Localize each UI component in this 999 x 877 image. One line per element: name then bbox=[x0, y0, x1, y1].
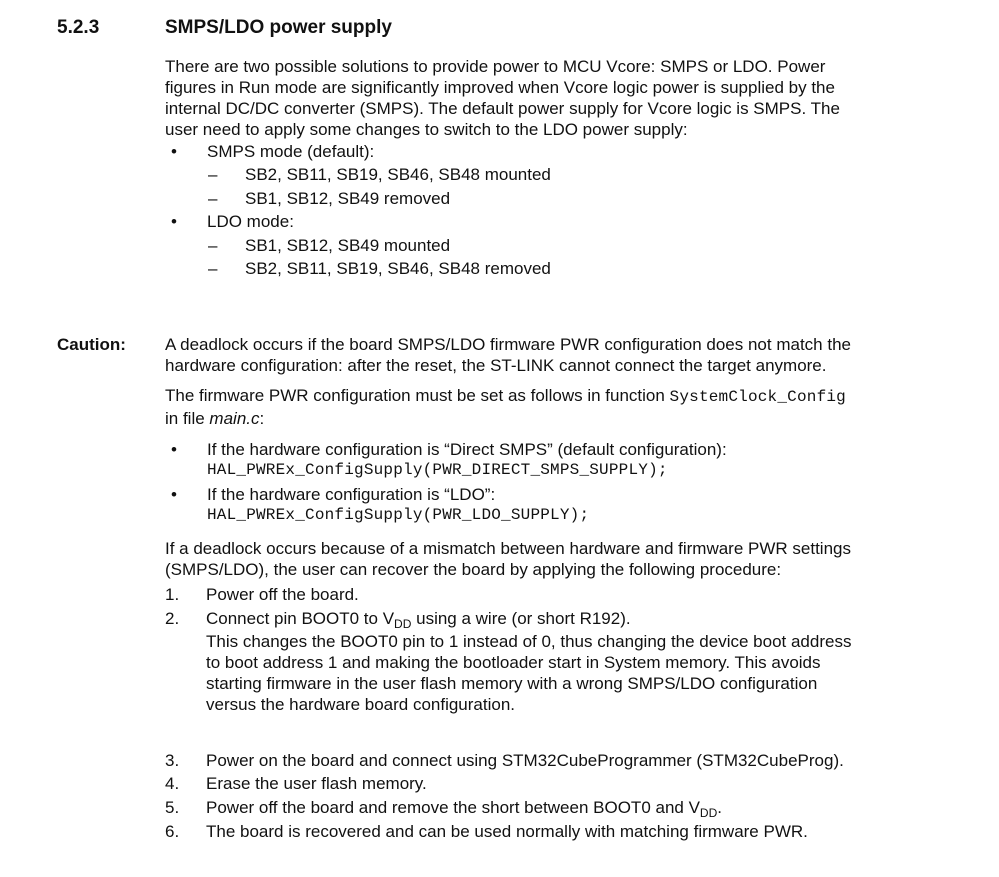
dash-icon: – bbox=[208, 236, 218, 255]
dash-icon: – bbox=[208, 165, 218, 184]
caution-line: hardware configuration: after the reset, the ST-LINK cannot connect the target anymore. bbox=[165, 356, 827, 375]
step-2 bbox=[206, 608, 966, 715]
step-text: Power off the board. bbox=[206, 585, 359, 604]
firmware-text: The firmware PWR configuration must be set as follows in function bbox=[165, 386, 670, 405]
section-title: SMPS/LDO power supply bbox=[165, 17, 392, 38]
intro-line: There are two possible solutions to provide power to MCU Vcore: SMPS or LDO. Power bbox=[165, 57, 826, 76]
firmware-line bbox=[165, 385, 965, 408]
step-text: The board is recovered and can be used normally with matching firmware PWR. bbox=[206, 822, 808, 841]
step-text: Power on the board and connect using STM32CubeProgrammer (STM32CubeProg). bbox=[206, 751, 844, 770]
mode-label-smps: SMPS mode (default): bbox=[207, 142, 375, 161]
config-code: HAL_PWREx_ConfigSupply(PWR_LDO_SUPPLY); bbox=[207, 506, 590, 524]
intro-line: internal DC/DC converter (SMPS). The default power supply for Vcore logic is SMPS. The bbox=[165, 99, 840, 118]
config-text: If the hardware configuration is “Direct SMPS” (default configuration): bbox=[207, 440, 727, 459]
caution-line: A deadlock occurs if the board SMPS/LDO firmware PWR configuration does not match the bbox=[165, 335, 851, 354]
intro-line: user need to apply some changes to switch to the LDO power supply: bbox=[165, 120, 688, 139]
step-number: 1. bbox=[165, 585, 180, 604]
firmware-paragraph bbox=[165, 385, 965, 429]
step-text: Erase the user flash memory. bbox=[206, 774, 427, 793]
mode-item: SB1, SB12, SB49 removed bbox=[245, 189, 451, 208]
step-extra-line: to boot address 1 and making the bootloader start in System memory. This avoids bbox=[206, 653, 821, 672]
recovery-line: (SMPS/LDO), the user can recover the board by applying the following procedure: bbox=[165, 560, 782, 579]
mode-item: SB2, SB11, SB19, SB46, SB48 removed bbox=[245, 259, 551, 278]
recovery-paragraph bbox=[165, 538, 965, 580]
caution-label: Caution: bbox=[57, 335, 126, 354]
intro-line: figures in Run mode are significantly improved when Vcore logic power is supplied by the bbox=[165, 78, 835, 97]
step-text: Connect pin BOOT0 to $V_{DD}$ using a wire (or short R192). bbox=[206, 609, 631, 631]
mode-item: SB1, SB12, SB49 mounted bbox=[245, 236, 451, 255]
config-text: If the hardware configuration is “LDO”: bbox=[207, 485, 496, 504]
step-number: 3. bbox=[165, 751, 180, 770]
firmware-text: in file bbox=[165, 409, 210, 428]
subscript-dd: DD bbox=[699, 806, 718, 820]
step-extra-line: versus the hardware board configuration. bbox=[206, 695, 516, 714]
function-name: SystemClock_Config bbox=[669, 388, 846, 406]
dash-icon: – bbox=[208, 189, 218, 208]
mode-label-ldo: LDO mode: bbox=[207, 212, 294, 231]
step-text: Power off the board and remove the short between BOOT0 and $V_{DD}$. bbox=[206, 798, 722, 820]
dash-icon: – bbox=[208, 259, 218, 278]
caution-text bbox=[165, 334, 965, 376]
step-number: 5. bbox=[165, 798, 180, 817]
config-item bbox=[207, 484, 589, 526]
intro-paragraph bbox=[165, 56, 965, 140]
step-number: 6. bbox=[165, 822, 180, 841]
section-number: 5.2.3 bbox=[57, 17, 100, 38]
recovery-line: If a deadlock occurs because of a mismatch between hardware and firmware PWR settings bbox=[165, 539, 851, 558]
config-code: HAL_PWREx_ConfigSupply(PWR_DIRECT_SMPS_SUPPLY); bbox=[207, 461, 668, 479]
config-item bbox=[207, 439, 727, 481]
file-name: main.c bbox=[209, 409, 260, 428]
bullet-icon: • bbox=[171, 142, 177, 161]
step-number: 4. bbox=[165, 774, 180, 793]
subscript-dd: DD bbox=[394, 617, 412, 631]
bullet-icon: • bbox=[171, 440, 177, 459]
mode-item: SB2, SB11, SB19, SB46, SB48 mounted bbox=[245, 165, 551, 184]
step-extra-line: This changes the BOOT0 pin to 1 instead of 0, thus changing the device boot address bbox=[206, 632, 852, 651]
step-number: 2. bbox=[165, 609, 180, 628]
firmware-line: in file main.c: bbox=[165, 409, 265, 428]
bullet-icon: • bbox=[171, 485, 177, 504]
bullet-icon: • bbox=[171, 212, 177, 231]
step-extra-line: starting firmware in the user flash memory with a wrong SMPS/LDO configuration bbox=[206, 674, 818, 693]
